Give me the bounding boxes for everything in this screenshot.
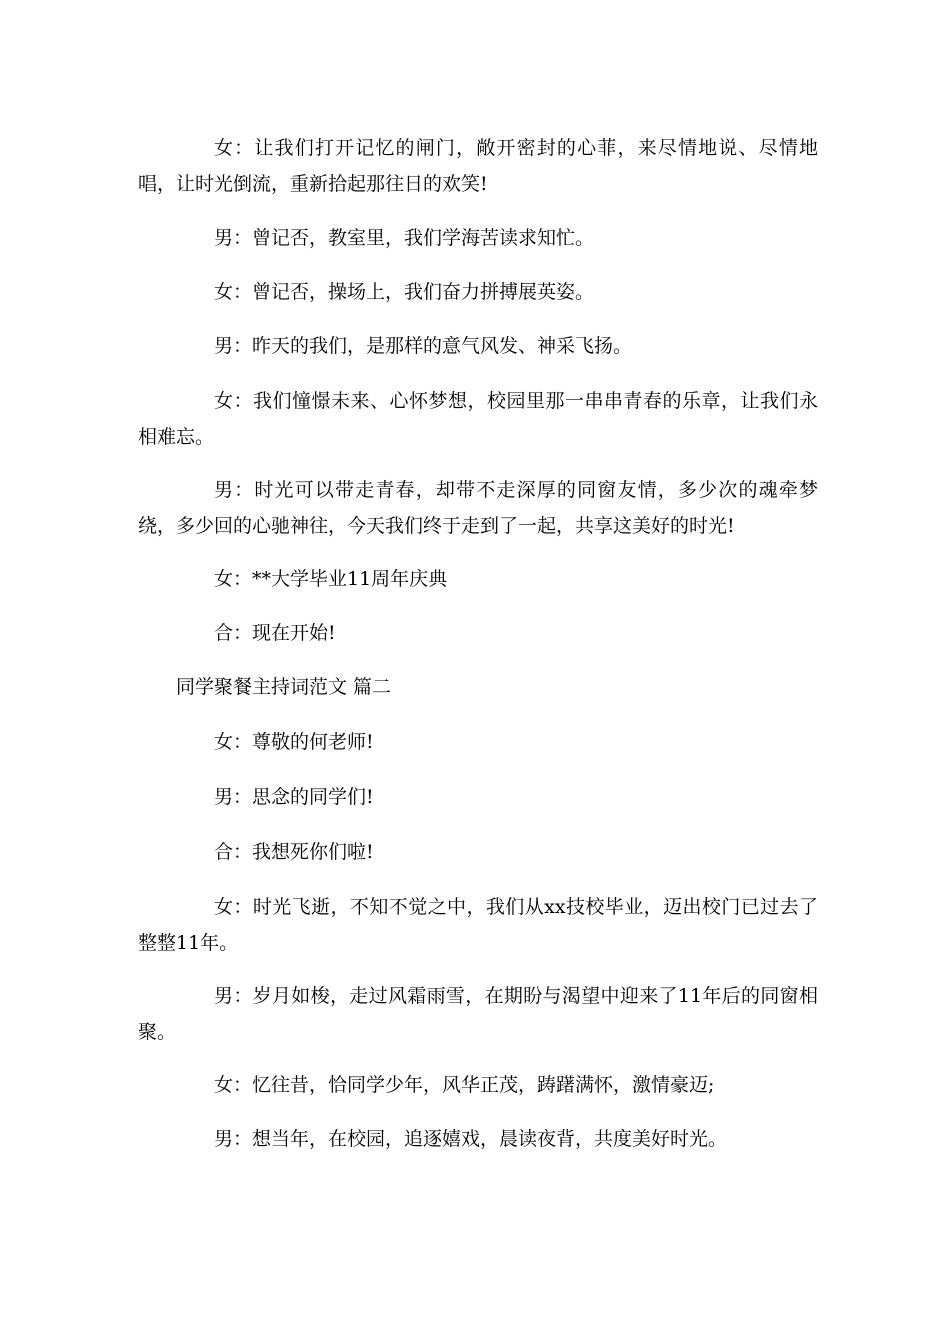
section-heading: 同学聚餐主持词范文 篇二 — [176, 676, 392, 698]
paragraph: 女：**大学毕业11周年庆典 — [214, 568, 448, 590]
paragraph: 男：昨天的我们，是那样的意气风发、神采飞扬。 — [214, 335, 633, 357]
paragraph: 女：尊敬的何老师! — [214, 731, 374, 753]
paragraph: 女：我们憧憬未来、心怀梦想，校园里那一串串青春的乐章，让我们永相难忘。 — [138, 390, 818, 448]
paragraph: 男：思念的同学们! — [214, 786, 374, 808]
paragraph: 男：曾记否，教室里，我们学海苦读求知忙。 — [214, 227, 595, 249]
paragraph: 合：我想死你们啦! — [214, 841, 374, 863]
paragraph: 女：忆往昔，恰同学少年，风华正茂，踌躇满怀，激情豪迈; — [214, 1074, 715, 1096]
paragraph: 男：岁月如梭，走过风霜雨雪，在期盼与渴望中迎来了11年后的同窗相聚。 — [138, 985, 818, 1043]
paragraph: 合：现在开始! — [214, 622, 336, 644]
paragraph: 男：想当年，在校园，追逐嬉戏，晨读夜背，共度美好时光。 — [214, 1128, 728, 1150]
paragraph: 女：时光飞逝，不知不觉之中，我们从xx技校毕业，迈出校门已过去了整整11年。 — [138, 896, 818, 954]
paragraph: 男：时光可以带走青春，却带不走深厚的同窗友情，多少次的魂牵梦绕，多少回的心驰神往，今天我们终于走到了一起，共享这美好的时光! — [138, 479, 818, 537]
paragraph: 女：让我们打开记忆的闸门，敞开密封的心菲，来尽情地说、尽情地唱，让时光倒流，重新拾起那往日的欢笑! — [138, 137, 818, 195]
paragraph: 女：曾记否，操场上，我们奋力拼搏展英姿。 — [214, 281, 595, 303]
